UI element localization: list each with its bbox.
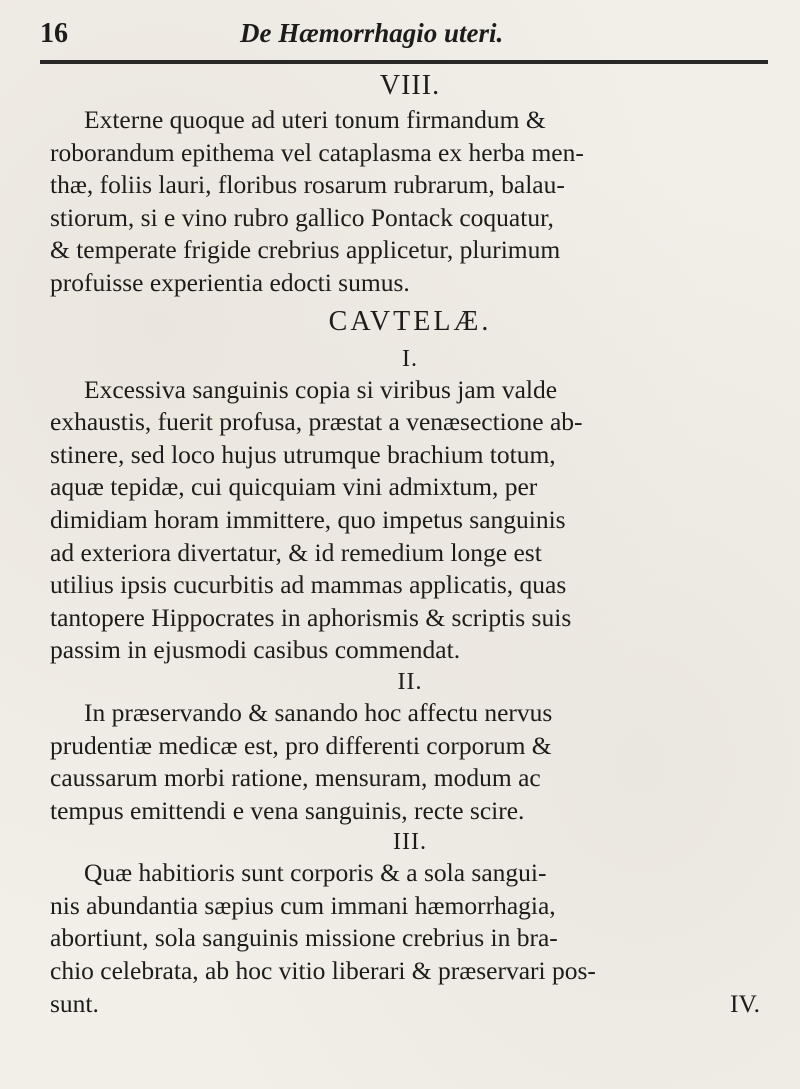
cautela-heading-i: I. — [402, 345, 418, 372]
text-line: abortiunt, sola sanguinis missione crebrius in bra- — [50, 923, 558, 953]
text-line: roborandum epithema vel cataplasma ex herba men- — [50, 137, 584, 167]
text-line: Excessiva sanguinis copia si viribus jam valde — [84, 374, 558, 404]
catchword: IV. — [730, 988, 760, 1018]
text-line: exhaustis, fuerit profusa, præstat a venæsectione ab- — [50, 407, 583, 437]
text-line: sunt. — [50, 988, 99, 1018]
text-line: caussarum morbi ratione, mensuram, modum ac — [50, 763, 541, 793]
section-heading-viii: VIII. — [379, 70, 441, 101]
text-line: In præservando & sanando hoc affectu nervus — [84, 697, 553, 727]
final-line — [50, 988, 770, 1021]
cautela-heading-iii: III. — [393, 829, 427, 856]
body-text — [50, 68, 770, 1020]
running-head: De Hæmorrhagio uteri. — [240, 18, 504, 48]
text-line: dimidiam horam immittere, quo impetus sanguinis — [50, 504, 566, 534]
text-line: tantopere Hippocrates in aphorismis & scriptis suis — [50, 602, 572, 632]
text-line: ad exteriora divertatur, & id remedium longe est — [50, 537, 542, 567]
cautela-heading-ii: II. — [397, 668, 423, 695]
text-line: Externe quoque ad uteri tonum firmandum & — [84, 105, 546, 134]
header-rule — [40, 60, 768, 64]
text-line: thæ, foliis lauri, floribus rosarum rubrarum, balau- — [50, 170, 565, 200]
text-line: stiorum, si e vino rubro gallico Pontack coquatur, — [50, 202, 554, 232]
text-line: chio celebrata, ab hoc vitio liberari & præservari pos- — [50, 956, 596, 986]
page-header — [40, 18, 770, 58]
text-line: Quæ habitioris sunt corporis & a sola sangui- — [84, 858, 547, 888]
text-line: prudentiæ medicæ est, pro differenti corporum & — [50, 730, 552, 760]
page-number: 16 — [40, 18, 68, 49]
text-line: passim in ejusmodi casibus commendat. — [50, 635, 461, 665]
text-line: stinere, sed loco hujus utrumque brachium totum, — [50, 439, 556, 469]
text-line: profuisse experientia edocti sumus. — [50, 267, 410, 297]
cautelae-title: CAVTELÆ. — [328, 305, 492, 337]
text-line: & temperate frigide crebrius applicetur, plurimum — [50, 235, 561, 265]
text-line: aquæ tepidæ, cui quicquiam vini admixtum, per — [50, 472, 538, 502]
text-line: utilius ipsis cucurbitis ad mammas applicatis, quas — [50, 570, 567, 600]
text-line: nis abundantia sæpius cum immani hæmorrhagia, — [50, 890, 556, 920]
text-line: tempus emittendi e vena sanguinis, recte scire. — [50, 795, 525, 825]
